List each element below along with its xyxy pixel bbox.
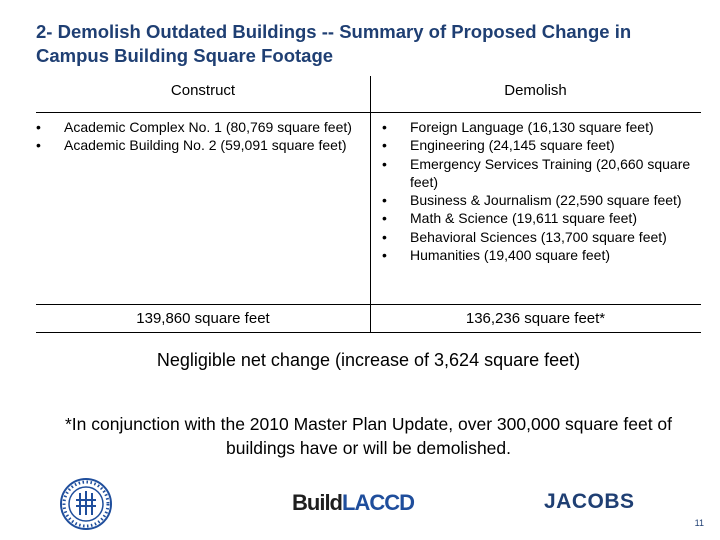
- jacobs-logo: JACOBS: [544, 490, 635, 513]
- list-item-text: Academic Building No. 2 (59,091 square feet): [64, 137, 347, 154]
- column-divider: [370, 76, 371, 332]
- list-item: • Foreign Language (16,130 square feet): [382, 119, 654, 135]
- list-item-text: Humanities (19,400 square feet): [410, 247, 610, 264]
- list-item: • Emergency Services Training (20,660 square feet): [382, 155, 691, 190]
- list-item-text: Foreign Language (16,130 square feet): [410, 119, 654, 135]
- construct-list: [36, 118, 362, 155]
- list-item: • Academic Building No. 2 (59,091 square feet): [36, 137, 347, 154]
- list-item: • Humanities (19,400 square feet): [382, 247, 610, 264]
- build-logo-text: Build: [292, 490, 342, 515]
- page-number: 11: [694, 518, 704, 528]
- demolish-total: 136,236 square feet*: [465, 310, 606, 327]
- construct-total: 139,860 square feet: [136, 310, 270, 327]
- table-bottom-border: [36, 332, 701, 333]
- construct-header: Construct: [170, 82, 236, 99]
- footnote: *In conjunction with the 2010 Master Plan Update, over 300,000 square feet of buildings have or will be demolished.: [64, 414, 673, 458]
- list-item-text: Behavioral Sciences (13,700 square feet): [410, 228, 667, 245]
- buildlaccd-logo: [292, 490, 414, 516]
- list-item: • Academic Complex No. 1 (80,769 square feet): [36, 119, 352, 135]
- list-item-text: Emergency Services Training (20,660 square feet): [410, 155, 691, 190]
- laccd-logo-text: LACCD: [342, 490, 414, 515]
- list-item: • Business & Journalism (22,590 square feet): [382, 192, 682, 209]
- totals-divider: [36, 304, 701, 305]
- slide-title: 2- Demolish Outdated Buildings -- Summary of Proposed Change in Campus Building Square Footage: [36, 21, 632, 66]
- list-item-text: Engineering (24,145 square feet): [410, 137, 615, 154]
- list-item-text: Business & Journalism (22,590 square feet): [410, 192, 682, 209]
- net-change-summary: Negligible net change (increase of 3,624 square feet): [156, 350, 581, 370]
- list-item: • Behavioral Sciences (13,700 square feet): [382, 228, 667, 245]
- list-item: • Math & Science (19,611 square feet): [382, 210, 637, 227]
- header-divider: [36, 112, 701, 113]
- list-item-text: Math & Science (19,611 square feet): [410, 210, 637, 227]
- list-item: • Engineering (24,145 square feet): [382, 137, 615, 154]
- college-seal-icon: [60, 478, 112, 530]
- summary-table: [36, 76, 701, 332]
- demolish-list: [382, 118, 700, 264]
- list-item-text: Academic Complex No. 1 (80,769 square feet): [64, 119, 352, 135]
- demolish-header: Demolish: [504, 82, 567, 99]
